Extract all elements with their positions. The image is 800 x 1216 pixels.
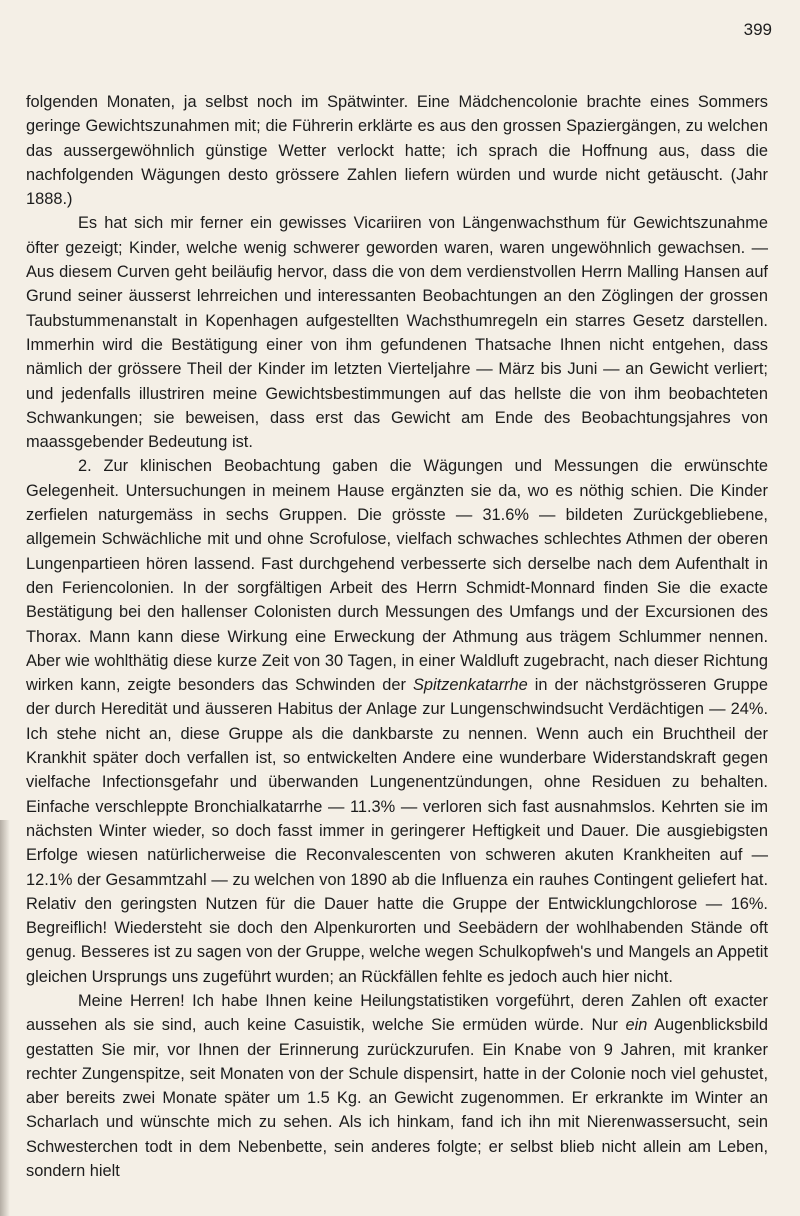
paragraph-4 (26, 989, 768, 1183)
paragraph-3 (26, 454, 768, 989)
body-text (26, 90, 768, 1183)
paragraph-3-italic-term: Spitzenkatarrhe (412, 676, 528, 695)
paragraph-2-text: Es hat sich mir ferner ein gewisses Vicariiren von Längenwachsthum für Gewichtszunahme öfter gezeigt; Kinder, welche wenig schwerer geworden waren, waren ungewöhnlich gewachsen. — Aus diesem Curven geht beiläufig hervor, dass die von dem verdienstvollen Herrn Malling Hansen auf Grund seiner äusserst lehrreichen und interessanten Beobachtungen an den Zöglingen der grossen Taubstummenanstalt in Kopenhagen aufgestellten Wachsthumregeln ein starres Gesetz darstellen. Immerhin wird die Bestätigung einer von ihm gefundenen Thatsache Ihnen nicht entgehen, dass nämlich der grössere Theil der Kinder im letzten Vierteljahre — März bis Juni — an Gewicht verliert; und jedenfalls illustriren meine Gewichtsbestimmungen auf das hellste die von ihm beobachteten Schwankungen; sie beweisen, dass erst das Gewicht am Ende des Beobachtungsjahres von maassgebender Bedeutung ist. (26, 214, 768, 452)
binding-shadow (0, 820, 10, 1216)
paragraph-4-italic-word: ein (625, 1016, 648, 1035)
paragraph-2 (26, 211, 768, 454)
page-number: 399 (743, 20, 772, 39)
paragraph-3-text-a: 2. Zur klinischen Beobachtung gaben die Wägungen und Messungen die erwünschte Gelegenheit. Untersuchungen in meinem Hause ergänzten sie da, wo es nöthig schien. Die Kinder zerfielen naturgemäss in sechs Gruppen. Die grösste — 31.6% — bildeten Zurückgebliebene, allgemein Schwächliche mit und ohne Scrofulose, vielfach schwaches schlechtes Athmen der oberen Lungenpartieen hören lassend. Fast durchgehend verbesserte sich derselbe nach dem Aufenthalt in den Feriencolonien. In der sorgfältigen Arbeit des Herrn Schmidt-Monnard finden Sie die exacte Bestätigung bei den hallenser Colonisten durch Messungen des Umfangs und der Excursionen des Thorax. Mann kann diese Wirkung eine Erweckung der Athmung aus trägem Schlummer nennen. Aber wie wohlthätig diese kurze Zeit von 30 Tagen, in einer Waldluft zugebracht, nach dieser Richtung wirken kann, zeigte besonders das Schwinden der (26, 457, 768, 695)
paragraph-1-text: folgenden Monaten, ja selbst noch im Spätwinter. Eine Mädchencolonie brachte eines Sommers geringe Gewichtszunahmen mit; die Führerin erklärte es aus den grossen Spaziergängen, zu welchen das aussergewöhnlich günstige Wetter verlockt hatte; ich sprach die Hoffnung aus, dass die nachfolgenden Wägungen desto grössere Zahlen liefern würden und wurde nicht getäuscht. (Jahr 1888.) (26, 93, 768, 209)
paragraph-1 (26, 90, 768, 211)
paragraph-4-text-b: Augenblicksbild gestatten Sie mir, vor Ihnen der Erinnerung zurückzurufen. Ein Knabe von 9 Jahren, mit kranker rechter Zungenspitze, seit Monaten von der Schule dispensirt, hatte in der Colonie noch viel gehustet, aber bereits zwei Monate später um 1.5 Kg. an Gewicht zugenommen. Er erkrankte im Winter an Scharlach und wünschte mich zu sehen. Als ich hinkam, fand ich ihn mit Nierenwassersucht, sein Schwesterchen todt in dem Nebenbette, sein anderes folgte; er selbst blieb nicht allein am Leben, sondern hielt (26, 1016, 768, 1181)
paragraph-4-text-a: Meine Herren! Ich habe Ihnen keine Heilungstatistiken vorgeführt, deren Zahlen oft exacter aussehen als sie sind, auch keine Casuistik, welche Sie ermüden würde. Nur (26, 991, 768, 1035)
paragraph-3-text-b: in der nächstgrösseren Gruppe der durch Heredität und äusseren Habitus der Anlage zur Lungenschwindsucht Verdächtigen — 24%. Ich stehe nicht an, diese Gruppe als die dankbarste zu nennen. Wenn auch ein Bruchtheil der Krankhit später doch verfallen ist, so entwickelten Andere eine wunderbare Widerstandskraft gegen vielfache Infectionsgefahr und überwanden Lungenentzündungen, ohne Residuen zu behalten. Einfache verschleppte Bronchialkatarrhe — 11.3% — verloren sich fast ausnahmslos. Kehrten sie im nächsten Winter wieder, so doch fasst immer in geringerer Heftigkeit und Dauer. Die ausgiebigsten Erfolge wiesen natürlicherweise die Reconvalescenten von schweren akuten Krankheiten auf — 12.1% der Gesammtzahl — zu welchen von 1890 ab die Influenza ein rauhes Contingent geliefert hat. Relativ den geringsten Nutzen für die Dauer hatte die Gruppe der Entwicklungchlorose — 16%. Begreiflich! Wiedersteht sie doch den Alpenkurorten und Seebädern der wohlhabenden Stände oft genug. Besseres ist zu sagen von der Gruppe, welche wegen Schulkopfweh's und Mangels an Appetit gleichen Ursprungs uns zugeführt wurden; an Rückfällen fehlte es jedoch auch hier nicht. (26, 676, 769, 986)
